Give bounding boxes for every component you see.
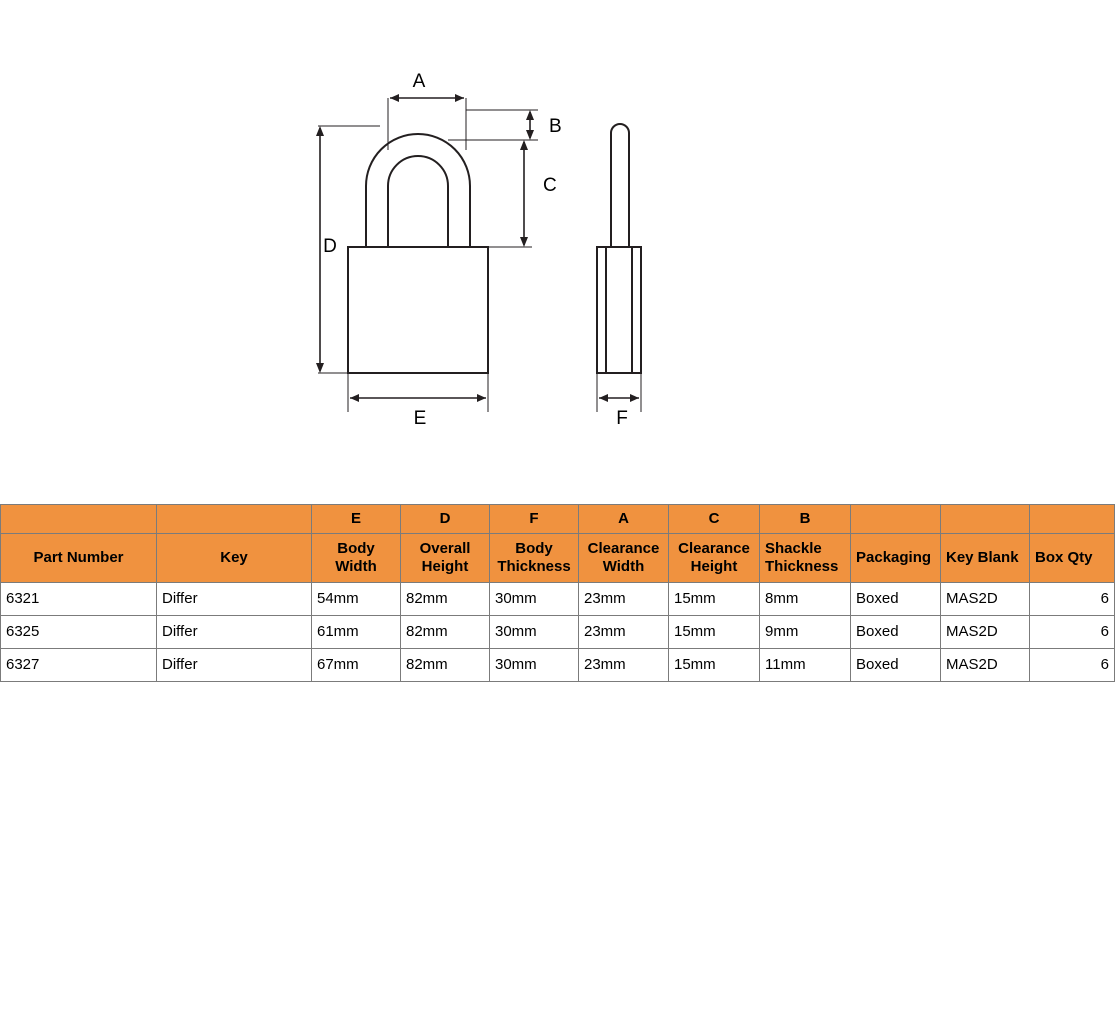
- dimletter-cell-c: C: [669, 505, 760, 534]
- arrow-d-top: [316, 126, 324, 136]
- column-header-body-width: [312, 534, 401, 583]
- arrow-c-top: [520, 140, 528, 150]
- cell-body-thickness: 30mm: [490, 583, 579, 616]
- arrow-c-bottom: [520, 237, 528, 247]
- dim-label-c: C: [543, 175, 557, 196]
- specification-table-container: [0, 504, 1114, 682]
- cell-shackle-thickness: 8mm: [760, 583, 851, 616]
- table-row: [1, 649, 1115, 682]
- arrow-d-bottom: [316, 363, 324, 373]
- cell-key-blank: MAS2D: [941, 583, 1030, 616]
- cell-box-qty: 6: [1030, 616, 1115, 649]
- column-header-key: [157, 534, 312, 583]
- header-line: Height: [421, 558, 469, 575]
- dimletter-cell-9: [941, 505, 1030, 534]
- header-line: Thickness: [765, 558, 839, 575]
- header-line: Body: [515, 540, 553, 558]
- cell-key: Differ: [157, 616, 312, 649]
- header-line: Thickness: [497, 558, 571, 575]
- column-header-clearance-width: [579, 534, 669, 583]
- arrow-f-right: [630, 394, 639, 402]
- lock-body-side: [597, 247, 641, 373]
- shackle-side: [611, 124, 629, 247]
- header-line: Key Blank: [946, 549, 1019, 567]
- cell-clearance-height: 15mm: [669, 649, 760, 682]
- dimletter-cell-d: D: [401, 505, 490, 534]
- cell-packaging: Boxed: [851, 616, 941, 649]
- cell-part-number: 6321: [1, 583, 157, 616]
- cell-body-width: 54mm: [312, 583, 401, 616]
- dimletter-cell-b: B: [760, 505, 851, 534]
- column-header-shackle-thickness: [760, 534, 851, 583]
- cell-body-width: 61mm: [312, 616, 401, 649]
- arrow-a-left: [390, 94, 399, 102]
- cell-key: Differ: [157, 649, 312, 682]
- column-header-row: [1, 534, 1115, 583]
- cell-shackle-thickness: 11mm: [760, 649, 851, 682]
- specification-table: [0, 504, 1115, 682]
- cell-overall-height: 82mm: [401, 649, 490, 682]
- dim-label-d: D: [323, 236, 337, 257]
- dimletter-cell-a: A: [579, 505, 669, 534]
- shackle-inner-front: [388, 156, 448, 247]
- header-line: Part Number: [33, 549, 124, 567]
- shackle-outer-front: [366, 134, 470, 247]
- cell-key-blank: MAS2D: [941, 649, 1030, 682]
- header-line: Height: [690, 558, 738, 575]
- dim-label-e: E: [413, 408, 427, 429]
- header-line: Clearance: [587, 540, 660, 558]
- header-line: Clearance: [678, 540, 750, 558]
- dimletter-cell-0: [1, 505, 157, 534]
- column-header-box-qty: [1030, 534, 1115, 583]
- cell-clearance-width: 23mm: [579, 649, 669, 682]
- cell-overall-height: 82mm: [401, 616, 490, 649]
- dimletter-cell-1: [157, 505, 312, 534]
- cell-key-blank: MAS2D: [941, 616, 1030, 649]
- padlock-diagram: [0, 0, 1117, 480]
- cell-body-thickness: 30mm: [490, 616, 579, 649]
- arrow-b-top: [526, 110, 534, 120]
- arrow-f-left: [599, 394, 608, 402]
- table-row: [1, 583, 1115, 616]
- header-line: Key: [220, 549, 248, 567]
- table-header: [1, 505, 1115, 583]
- cell-overall-height: 82mm: [401, 583, 490, 616]
- dim-label-b: B: [549, 116, 562, 137]
- dim-label-f: F: [616, 408, 628, 429]
- dimletter-cell-f: F: [490, 505, 579, 534]
- header-line: Width: [602, 558, 645, 575]
- cell-part-number: 6325: [1, 616, 157, 649]
- table-body: [1, 583, 1115, 682]
- cell-clearance-width: 23mm: [579, 616, 669, 649]
- arrow-e-right: [477, 394, 486, 402]
- arrow-e-left: [350, 394, 359, 402]
- column-header-key-blank: [941, 534, 1030, 583]
- cell-part-number: 6327: [1, 649, 157, 682]
- column-header-overall-height: [401, 534, 490, 583]
- cell-box-qty: 6: [1030, 583, 1115, 616]
- header-line: Shackle: [765, 540, 822, 558]
- cell-packaging: Boxed: [851, 649, 941, 682]
- cell-body-width: 67mm: [312, 649, 401, 682]
- arrow-b-bottom: [526, 130, 534, 140]
- header-line: Width: [335, 558, 377, 575]
- table-row: [1, 616, 1115, 649]
- header-line: Overall: [419, 540, 471, 558]
- header-line: Box Qty: [1035, 549, 1093, 567]
- column-header-packaging: [851, 534, 941, 583]
- cell-body-thickness: 30mm: [490, 649, 579, 682]
- dimension-letter-row: [1, 505, 1115, 534]
- cell-clearance-width: 23mm: [579, 583, 669, 616]
- arrow-a-right: [455, 94, 464, 102]
- lock-body-front: [348, 247, 488, 373]
- dimletter-cell-10: [1030, 505, 1115, 534]
- header-line: Body: [337, 540, 375, 558]
- cell-box-qty: 6: [1030, 649, 1115, 682]
- cell-clearance-height: 15mm: [669, 583, 760, 616]
- dimletter-cell-8: [851, 505, 941, 534]
- column-header-part-number: [1, 534, 157, 583]
- column-header-clearance-height: [669, 534, 760, 583]
- dimletter-cell-e: E: [312, 505, 401, 534]
- padlock-diagram-svg: [0, 0, 1117, 480]
- column-header-body-thickness: [490, 534, 579, 583]
- cell-key: Differ: [157, 583, 312, 616]
- cell-packaging: Boxed: [851, 583, 941, 616]
- header-line: Packaging: [856, 549, 932, 567]
- dim-label-a: A: [412, 71, 426, 92]
- cell-shackle-thickness: 9mm: [760, 616, 851, 649]
- cell-clearance-height: 15mm: [669, 616, 760, 649]
